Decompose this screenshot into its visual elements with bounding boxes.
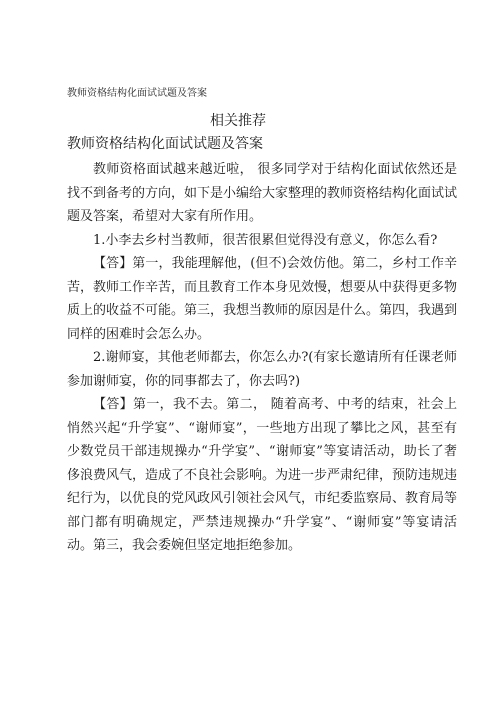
document-body xyxy=(67,158,457,558)
answer-2: 【答】第一，我不去。第二， 随着高考、中考的结束，社会上悄然兴起“升学宴”、“谢师宴”，一些地方出现了攀比之风，甚至有少数党员干部违规操办“升学宴”、“谢师宴”等宴请活动，助长了奢侈浪费风气，造成了不良社会影响。为进一步严肃纪律，预防违规违纪行为，以优良的党风政风引领社会风气，市纪委监察局、教育局等部门都有明确规定，严禁违规操办“升学宴”、“谢师宴”等宴请活动。第三，我会委婉但坚定地拒绝参加。 xyxy=(67,397,458,553)
question-1: 1.小李去乡村当教师，很苦很累但觉得没有意义，你怎么看? xyxy=(93,232,438,248)
recommend-heading: 相关推荐 xyxy=(210,113,266,129)
document-title: 教师资格结构化面试试题及答案 xyxy=(67,136,263,152)
intro-paragraph: 教师资格面试越来越近啦， 很多同学对于结构化面试依然还是找不到备考的方向，如下是小编给大家整理的教师资格结构化面试试题及答案，希望对大家有所作用。 xyxy=(67,162,458,224)
document-header: 教师资格结构化面试试题及答案 xyxy=(67,88,207,99)
question-2: 2.谢师宴，其他老师都去，你怎么办?(有家长邀请所有任课老师参加谢师宴，你的同事都去了，你去吗?) xyxy=(67,350,457,389)
answer-1: 【答】第一，我能理解他，(但不)会效仿他。第二，乡村工作辛苦，教师工作辛苦，而且教育工作本身见效慢，想要从中获得更多物质上的收益不可能。第三，我想当教师的原因是什么。第四，我遇到同样的困难时会怎么办。 xyxy=(67,256,458,342)
